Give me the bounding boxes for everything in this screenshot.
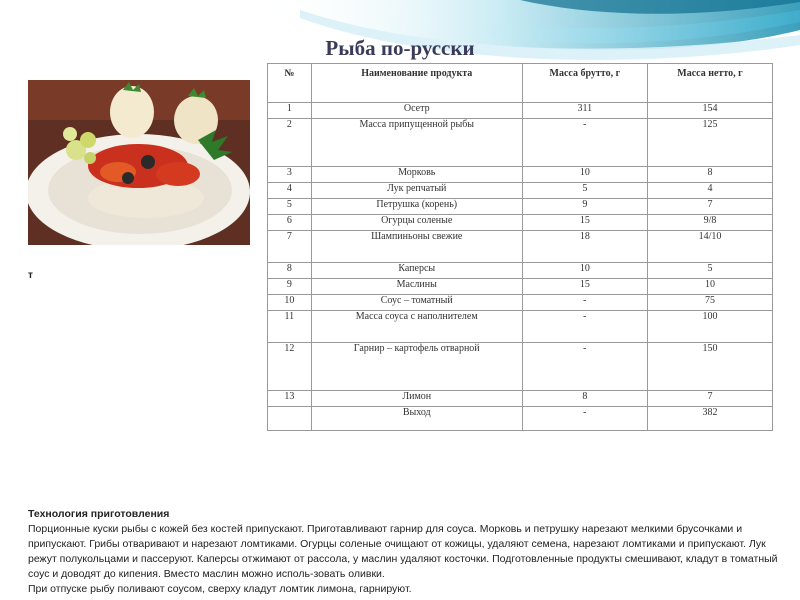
row-net-weight: 7: [647, 391, 772, 407]
table-row: [268, 343, 773, 391]
row-product-name: Лук репчатый: [311, 183, 522, 199]
row-gross-weight: -: [522, 343, 647, 391]
row-product-name: Масса соуса с наполнителем: [311, 311, 522, 343]
row-number: 4: [268, 183, 312, 199]
row-gross-weight: 9: [522, 199, 647, 215]
row-gross-weight: 5: [522, 183, 647, 199]
row-number: 10: [268, 295, 312, 311]
row-net-weight: 10: [647, 279, 772, 295]
row-net-weight: 14/10: [647, 231, 772, 263]
row-gross-weight: -: [522, 295, 647, 311]
table-row: [268, 391, 773, 407]
header-gross-weight: Масса брутто, г: [522, 64, 647, 103]
row-net-weight: 125: [647, 119, 772, 167]
row-net-weight: 100: [647, 311, 772, 343]
serving-paragraph: При отпуске рыбу поливают соусом, сверху кладут ломтик лимона, гарнируют.: [28, 583, 412, 595]
row-net-weight: 382: [647, 407, 772, 431]
row-number: 3: [268, 167, 312, 183]
row-number: 13: [268, 391, 312, 407]
row-product-name: Петрушка (корень): [311, 199, 522, 215]
row-net-weight: 4: [647, 183, 772, 199]
row-product-name: Маслины: [311, 279, 522, 295]
table-row: [268, 119, 773, 167]
row-product-name: Масса припущенной рыбы: [311, 119, 522, 167]
row-gross-weight: 10: [522, 263, 647, 279]
stray-letter: т: [28, 270, 33, 281]
technology-paragraph: Порционные куски рыбы с кожей без костей припускают. Приготавливают гарнир для соуса. Морковь и петрушку нарезают мелкими брусочками и припускают. Грибы отваривают и нарезают ломтиками. Огурцы соленые очищают от кожицы, удаляют семена, нарезают ломтиками и припускают. Лук режут полукольцами и пассеруют. Каперсы отжимают от рассола, у маслин удаляют косточки. Подготовленные продукты смешивают, кладут в томатный соус и доводят до кипения. Вместо маслин можно исполь-зовать оливки.: [28, 523, 778, 580]
row-gross-weight: -: [522, 119, 647, 167]
row-product-name: Каперсы: [311, 263, 522, 279]
table-header-row: [268, 64, 773, 103]
row-net-weight: 7: [647, 199, 772, 215]
row-number: [268, 407, 312, 431]
table-row: [268, 231, 773, 263]
technology-section: [28, 507, 796, 597]
row-gross-weight: 8: [522, 391, 647, 407]
row-product-name: Гарнир – картофель отварной: [311, 343, 522, 391]
recipe-table: [267, 63, 773, 431]
row-gross-weight: 10: [522, 167, 647, 183]
table-row-total: [268, 407, 773, 431]
row-product-name: Огурцы соленые: [311, 215, 522, 231]
row-product-name: Соус – томатный: [311, 295, 522, 311]
row-net-weight: 150: [647, 343, 772, 391]
row-gross-weight: -: [522, 407, 647, 431]
row-net-weight: 9/8: [647, 215, 772, 231]
row-product-name: Выход: [311, 407, 522, 431]
header-product-name: Наименование продукта: [311, 64, 522, 103]
row-number: 1: [268, 103, 312, 119]
row-gross-weight: 311: [522, 103, 647, 119]
table-row: [268, 167, 773, 183]
row-net-weight: 75: [647, 295, 772, 311]
table-row: [268, 295, 773, 311]
row-number: 2: [268, 119, 312, 167]
table-row: [268, 199, 773, 215]
row-number: 9: [268, 279, 312, 295]
header-number: №: [268, 64, 312, 103]
row-product-name: Осетр: [311, 103, 522, 119]
row-product-name: Шампиньоны свежие: [311, 231, 522, 263]
technology-heading: Технология приготовления: [28, 508, 170, 520]
row-product-name: Лимон: [311, 391, 522, 407]
row-number: 6: [268, 215, 312, 231]
row-net-weight: 8: [647, 167, 772, 183]
row-product-name: Морковь: [311, 167, 522, 183]
row-number: 12: [268, 343, 312, 391]
row-gross-weight: 15: [522, 279, 647, 295]
table-row: [268, 263, 773, 279]
dish-photo: [28, 80, 250, 245]
page-title: Рыба по-русски: [325, 36, 475, 60]
row-number: 11: [268, 311, 312, 343]
table-row: [268, 215, 773, 231]
row-gross-weight: 18: [522, 231, 647, 263]
row-net-weight: 154: [647, 103, 772, 119]
header-net-weight: Масса нетто, г: [647, 64, 772, 103]
table-row: [268, 279, 773, 295]
row-number: 7: [268, 231, 312, 263]
row-net-weight: 5: [647, 263, 772, 279]
table-row: [268, 103, 773, 119]
row-number: 8: [268, 263, 312, 279]
row-gross-weight: 15: [522, 215, 647, 231]
table-row: [268, 311, 773, 343]
table-row: [268, 183, 773, 199]
row-number: 5: [268, 199, 312, 215]
row-gross-weight: -: [522, 311, 647, 343]
